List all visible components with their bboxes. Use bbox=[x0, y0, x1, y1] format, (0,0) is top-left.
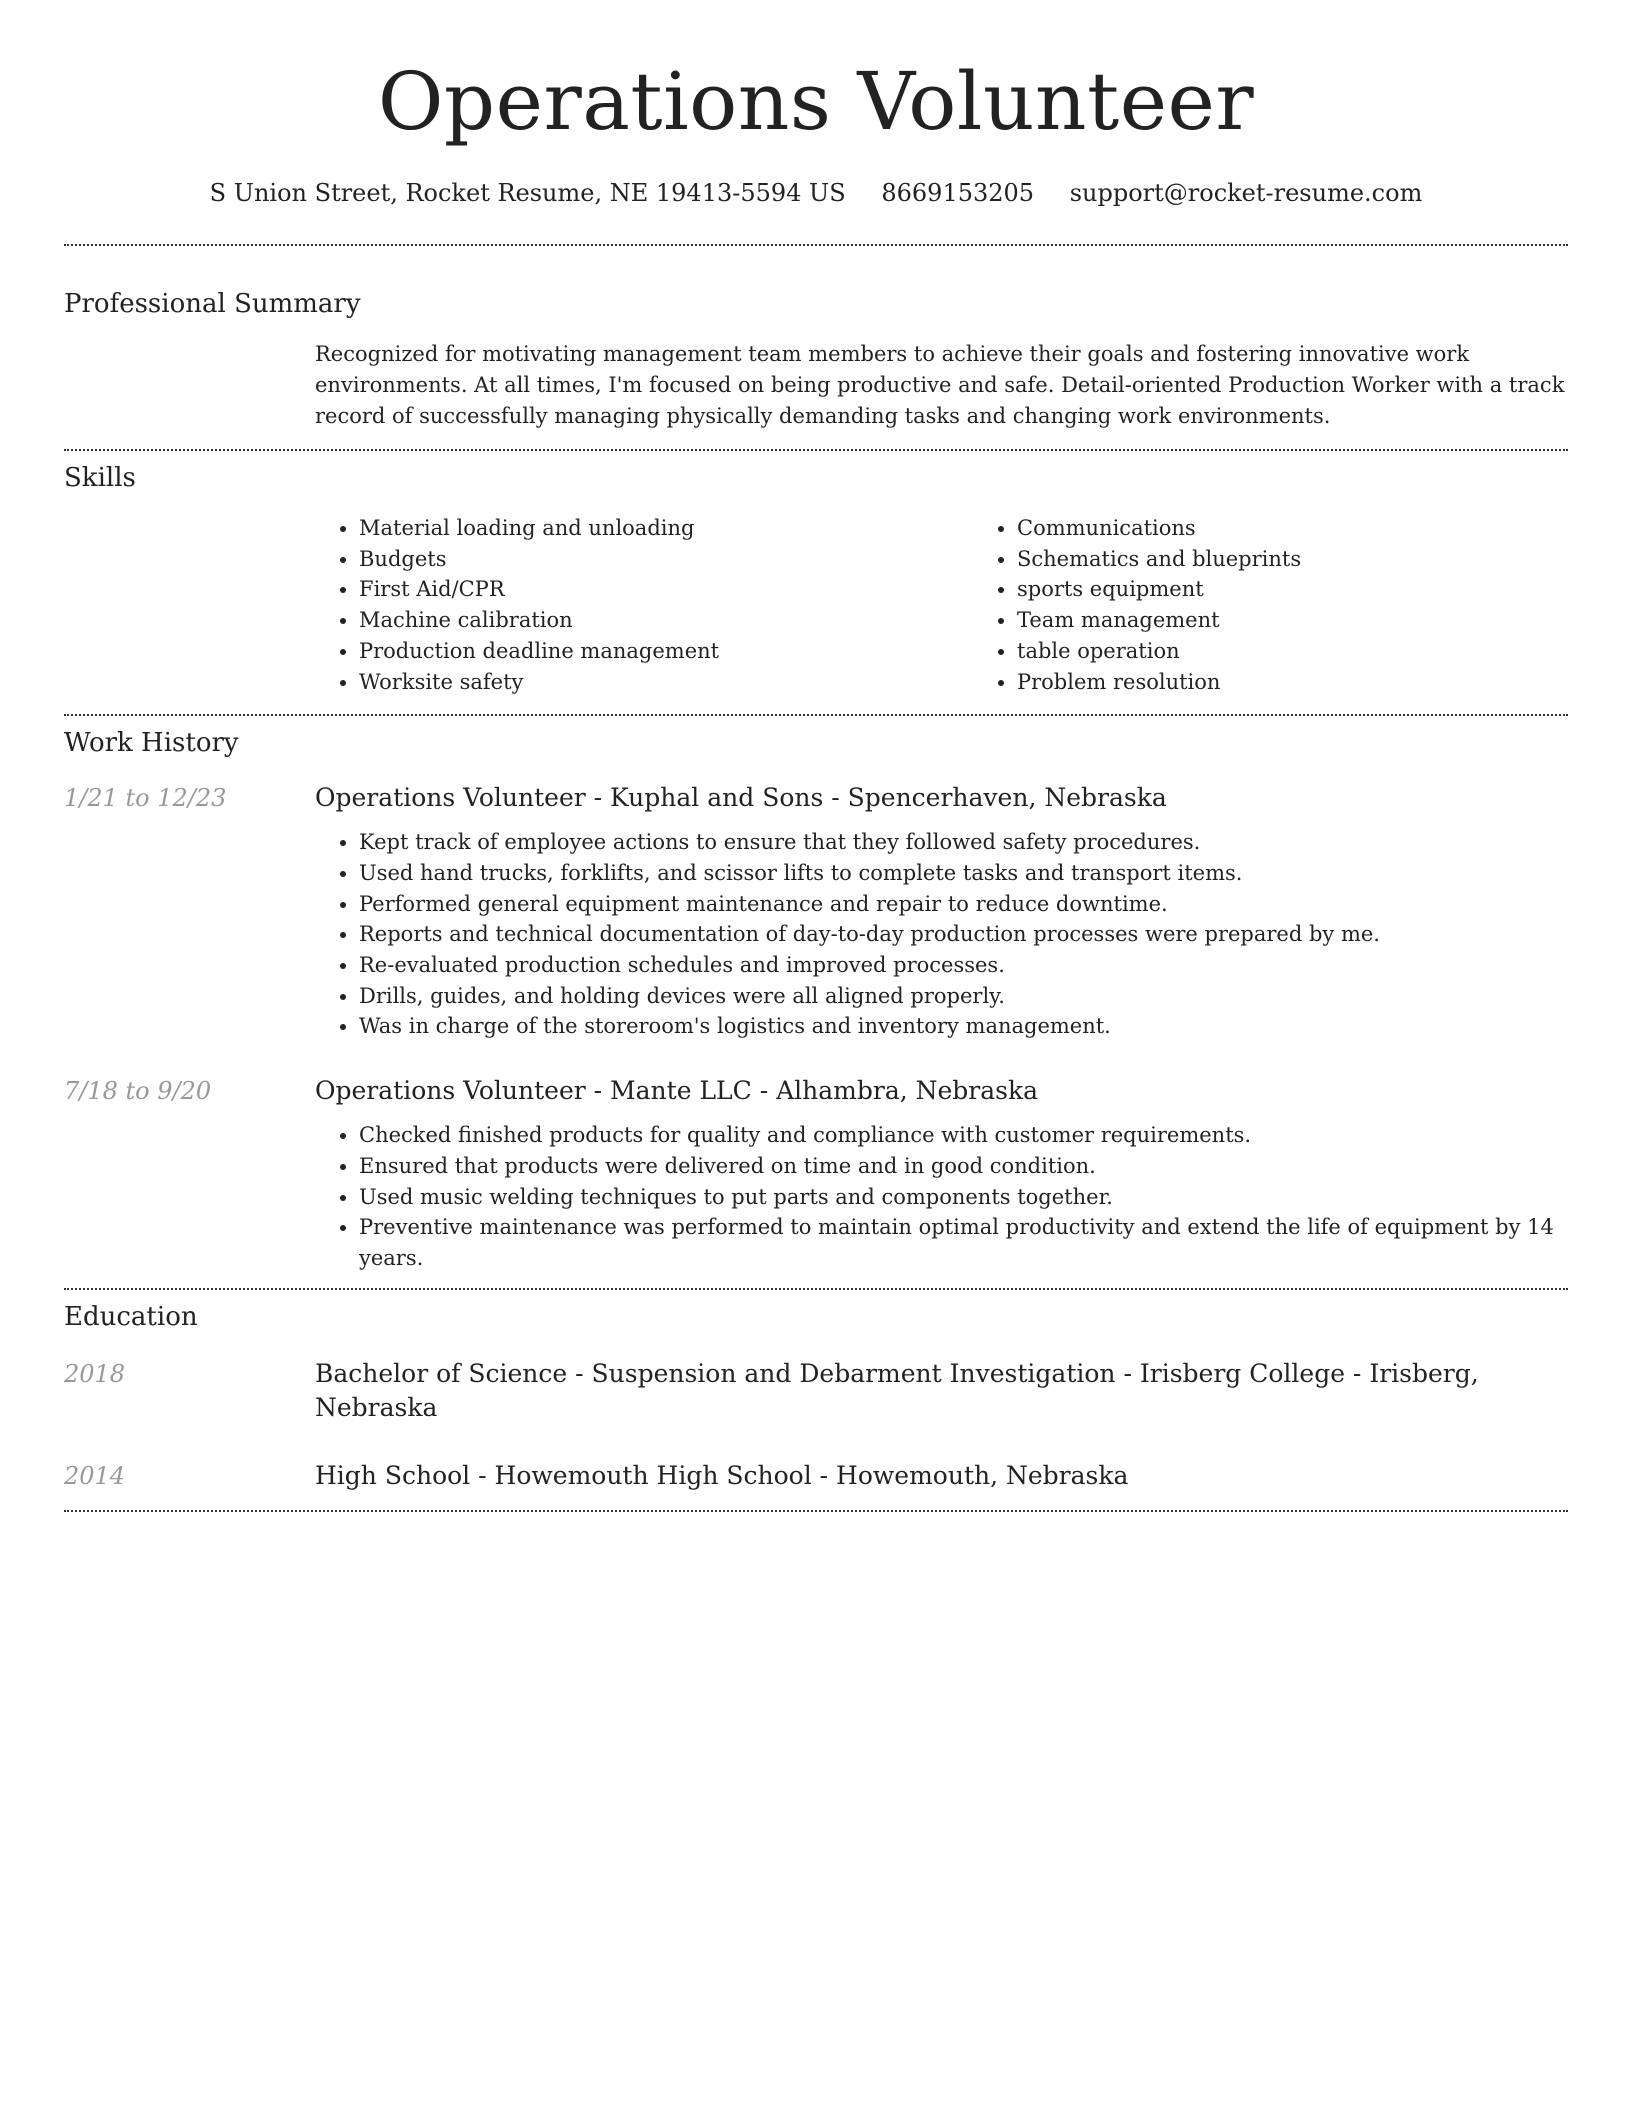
education-heading: Education bbox=[64, 1301, 198, 1332]
job-bullet: • Preventive maintenance was performed to maintain optimal productivity and extend the life of equipment by 14 years. bbox=[359, 1212, 1568, 1273]
skill-item: • Team management bbox=[1017, 605, 1631, 636]
skill-item: • table operation bbox=[1017, 636, 1631, 667]
resume-name: Operations Volunteer bbox=[377, 55, 1255, 148]
job-dates: 7/18 to 9/20 bbox=[64, 1077, 212, 1106]
job-bullet: • Ensured that products were delivered on time and in good condition. bbox=[359, 1151, 1568, 1182]
job-bullets bbox=[315, 827, 1568, 1042]
job-bullet: • Re-evaluated production schedules and improved processes. bbox=[359, 950, 1568, 981]
job-bullet: • Checked finished products for quality and compliance with customer requirements. bbox=[359, 1120, 1568, 1151]
education-year: 2014 bbox=[64, 1461, 126, 1490]
education-degree: Bachelor of Science - Suspension and Debarment Investigation bbox=[315, 1358, 1116, 1388]
skill-item: • Worksite safety bbox=[359, 667, 973, 698]
job-bullet: • Kept track of employee actions to ensure that they followed safety procedures. bbox=[359, 827, 1568, 858]
skills-list-right bbox=[973, 513, 1631, 697]
job-dates: 1/21 to 12/23 bbox=[64, 784, 227, 813]
resume-page bbox=[64, 0, 1568, 1512]
job-entry bbox=[64, 1074, 1568, 1274]
email-link[interactable]: support@rocket-resume.com bbox=[1069, 179, 1423, 207]
education-school: High School - Howemouth High School - Howemouth, Nebraska bbox=[315, 1460, 1129, 1490]
work-section bbox=[64, 725, 1568, 1273]
education-entry bbox=[64, 1357, 1568, 1425]
phone-text: 8669153205 bbox=[881, 179, 1035, 207]
education-section bbox=[64, 1299, 1568, 1493]
job-bullet: • Performed general equipment maintenance and repair to reduce downtime. bbox=[359, 889, 1568, 920]
job-title: Operations Volunteer - Mante LLC - Alhambra, Nebraska bbox=[315, 1076, 1039, 1106]
skill-item: • sports equipment bbox=[1017, 574, 1631, 605]
section-divider bbox=[64, 1288, 1568, 1290]
section-divider bbox=[64, 714, 1568, 716]
skill-item: • First Aid/CPR bbox=[359, 574, 973, 605]
address-text: S Union Street, Rocket Resume, NE 19413-5594 US bbox=[209, 179, 846, 207]
summary-text: Recognized for motivating management team members to achieve their goals and fostering innovative work environments. At all times, I'm focused on being productive and safe. Detail-oriented Production Worker with a track record of successfully managing physically demanding tasks and changing work environments. bbox=[315, 342, 1565, 428]
job-bullet: • Was in charge of the storeroom's logistics and inventory management. bbox=[359, 1011, 1568, 1042]
skill-item: • Schematics and blueprints bbox=[1017, 544, 1631, 575]
skills-spacer bbox=[64, 513, 315, 697]
job-entry bbox=[64, 781, 1568, 1042]
job-bullet: • Used music welding techniques to put parts and components together. bbox=[359, 1182, 1568, 1213]
education-year: 2018 bbox=[64, 1359, 126, 1388]
job-bullet: • Reports and technical documentation of day-to-day production processes were prepared by me. bbox=[359, 919, 1568, 950]
section-divider bbox=[64, 244, 1568, 246]
skill-item: • Problem resolution bbox=[1017, 667, 1631, 698]
summary-heading: Professional Summary bbox=[64, 289, 361, 319]
skill-item: • Communications bbox=[1017, 513, 1631, 544]
job-title: Operations Volunteer - Kuphal and Sons - Spencerhaven, Nebraska bbox=[315, 783, 1167, 813]
job-bullets bbox=[315, 1120, 1568, 1274]
summary-section bbox=[64, 286, 1568, 432]
skills-list-left bbox=[315, 513, 973, 697]
skill-item: • Production deadline management bbox=[359, 636, 973, 667]
work-heading: Work History bbox=[64, 728, 239, 759]
skill-item: • Budgets bbox=[359, 544, 973, 575]
job-bullet: • Used hand trucks, forklifts, and scissor lifts to complete tasks and transport items. bbox=[359, 858, 1568, 889]
section-divider bbox=[64, 1510, 1568, 1512]
skill-item: • Material loading and unloading bbox=[359, 513, 973, 544]
skill-item: • Machine calibration bbox=[359, 605, 973, 636]
section-divider bbox=[64, 449, 1568, 451]
contact-line bbox=[64, 176, 1568, 210]
education-school: - Irisberg College - Irisberg, Nebraska bbox=[315, 1358, 1479, 1422]
education-entry bbox=[64, 1459, 1568, 1493]
job-bullet: • Drills, guides, and holding devices were all aligned properly. bbox=[359, 981, 1568, 1012]
skills-heading: Skills bbox=[64, 463, 136, 493]
skills-section bbox=[64, 460, 1568, 697]
summary-spacer bbox=[64, 339, 315, 432]
